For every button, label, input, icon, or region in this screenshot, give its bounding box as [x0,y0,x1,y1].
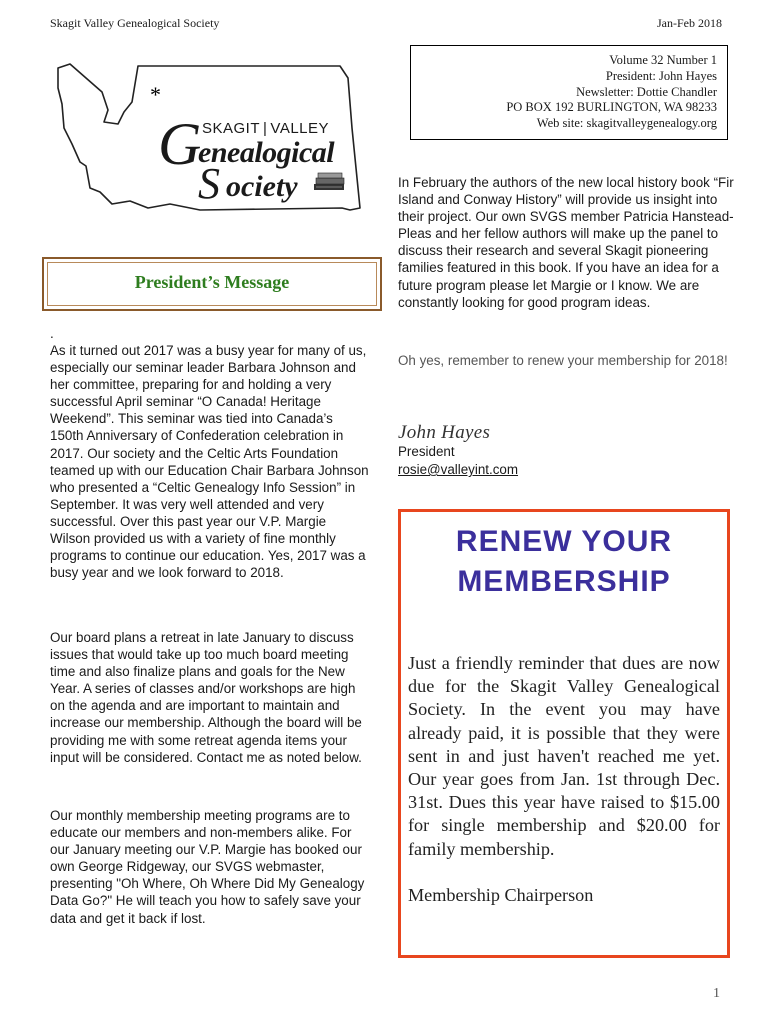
renew-title [401,522,727,602]
message-paragraph-1: As it turned out 2017 was a busy year for many of us, especially our seminar leader Barbara Johnson and her committee, preparing for and holding a very successful April seminar “O Canada! Heritage Weekend”. This seminar was tied into Canada’s 150th Anniversary of Confederation celebration in 2017. Our society and the Celtic Arts Foundation teamed up with our Education Chair Barbara Johnson who presented a “Celtic Genealogy Info Session” in September. It was very well attended and very successful. Over this past year our V.P. Margie Wilson provided us with a variety of fine monthly programs to continue our education. Yes, 2017 was a busy year and we look forward to 2018. [50,343,369,581]
info-website: Web site: skagitvalleygenealogy.org [536,116,717,131]
logo-society: ociety [226,170,298,203]
message-paragraph-5: Oh yes, remember to renew your membership for 2018! [398,353,728,368]
message-paragraph-3: Our monthly membership meeting programs are to educate our members and non-members alike. For our January meeting our V.P. Margie has booked our own George Ridgeway, our SVGS webmaster, presenting "Oh Where, Oh Where Did My Genealogy Data Go?" He will teach you how to safely save your data and get it back if lost. [50,808,365,926]
signature-role: President [398,444,455,459]
info-newsletter-editor: Newsletter: Dottie Chandler [576,84,717,99]
presidents-message-title-box [42,257,382,311]
renew-body-text: Just a friendly reminder that dues are now due for the Skagit Valley Genealogical Society. In the event you may have already paid, it is possible that they were sent in and just haven't reached me yet. Our year goes from Jan. 1st through Dec. 31st. Dues this year have raised to $15.00 for single membership and $20.00 for family membership. [408,653,720,859]
email-link[interactable]: rosie@valleyint.com [398,462,519,477]
newsletter-info-box [410,45,728,140]
society-logo: * G SKAGIT | VALLEY enealogical S ociety [50,58,380,223]
svg-text:*: * [150,82,161,107]
logo-valley: VALLEY [270,120,330,137]
renew-signoff: Membership Chairperson [408,885,594,905]
header-issue-date: Jan-Feb 2018 [657,16,722,30]
paragraph-marker: . [50,326,54,341]
message-paragraph-4: In February the authors of the new local history book “Fir Island and Conway History” will provide us insight into their project. Our own SVGS member Patricia Hanstead-Pleas and her fellow authors will make up the panel to discuss their research and several Skagit pioneering families featured in this book. If you have an idea for a future program please let Margie or I know. We are constantly looking for good program ideas. [398,175,734,310]
signature: John Hayes [398,422,491,443]
message-paragraph-2: Our board plans a retreat in late January to discuss issues that would take up too much board meeting time and also finalize plans and goals for the New Year. A series of classes and/or workshops are high on the agenda and are important to maintain and increase our membership. Although the board will be providing me with some retreat agenda items your input will be considered. Contact me as noted below. [50,630,362,765]
info-president: President: John Hayes [605,68,717,83]
renew-membership-box [398,509,730,958]
header-society-name: Skagit Valley Genealogical Society [50,16,220,30]
info-address: PO BOX 192 BURLINGTON, WA 98233 [506,100,717,115]
renew-title-line-1: RENEW YOUR [455,525,673,558]
logo-initial-s: S [198,159,220,208]
presidents-message-title: President’s Message [134,272,290,292]
logo-skagit: SKAGIT [202,120,261,137]
info-volume: Volume 32 Number 1 [609,53,717,67]
page-number: 1 [713,986,720,1001]
logo-genealogical: enealogical [198,136,335,169]
books-icon [312,172,348,194]
logo-initial-g: G [158,111,202,177]
renew-title-line-2: MEMBERSHIP [457,565,671,598]
